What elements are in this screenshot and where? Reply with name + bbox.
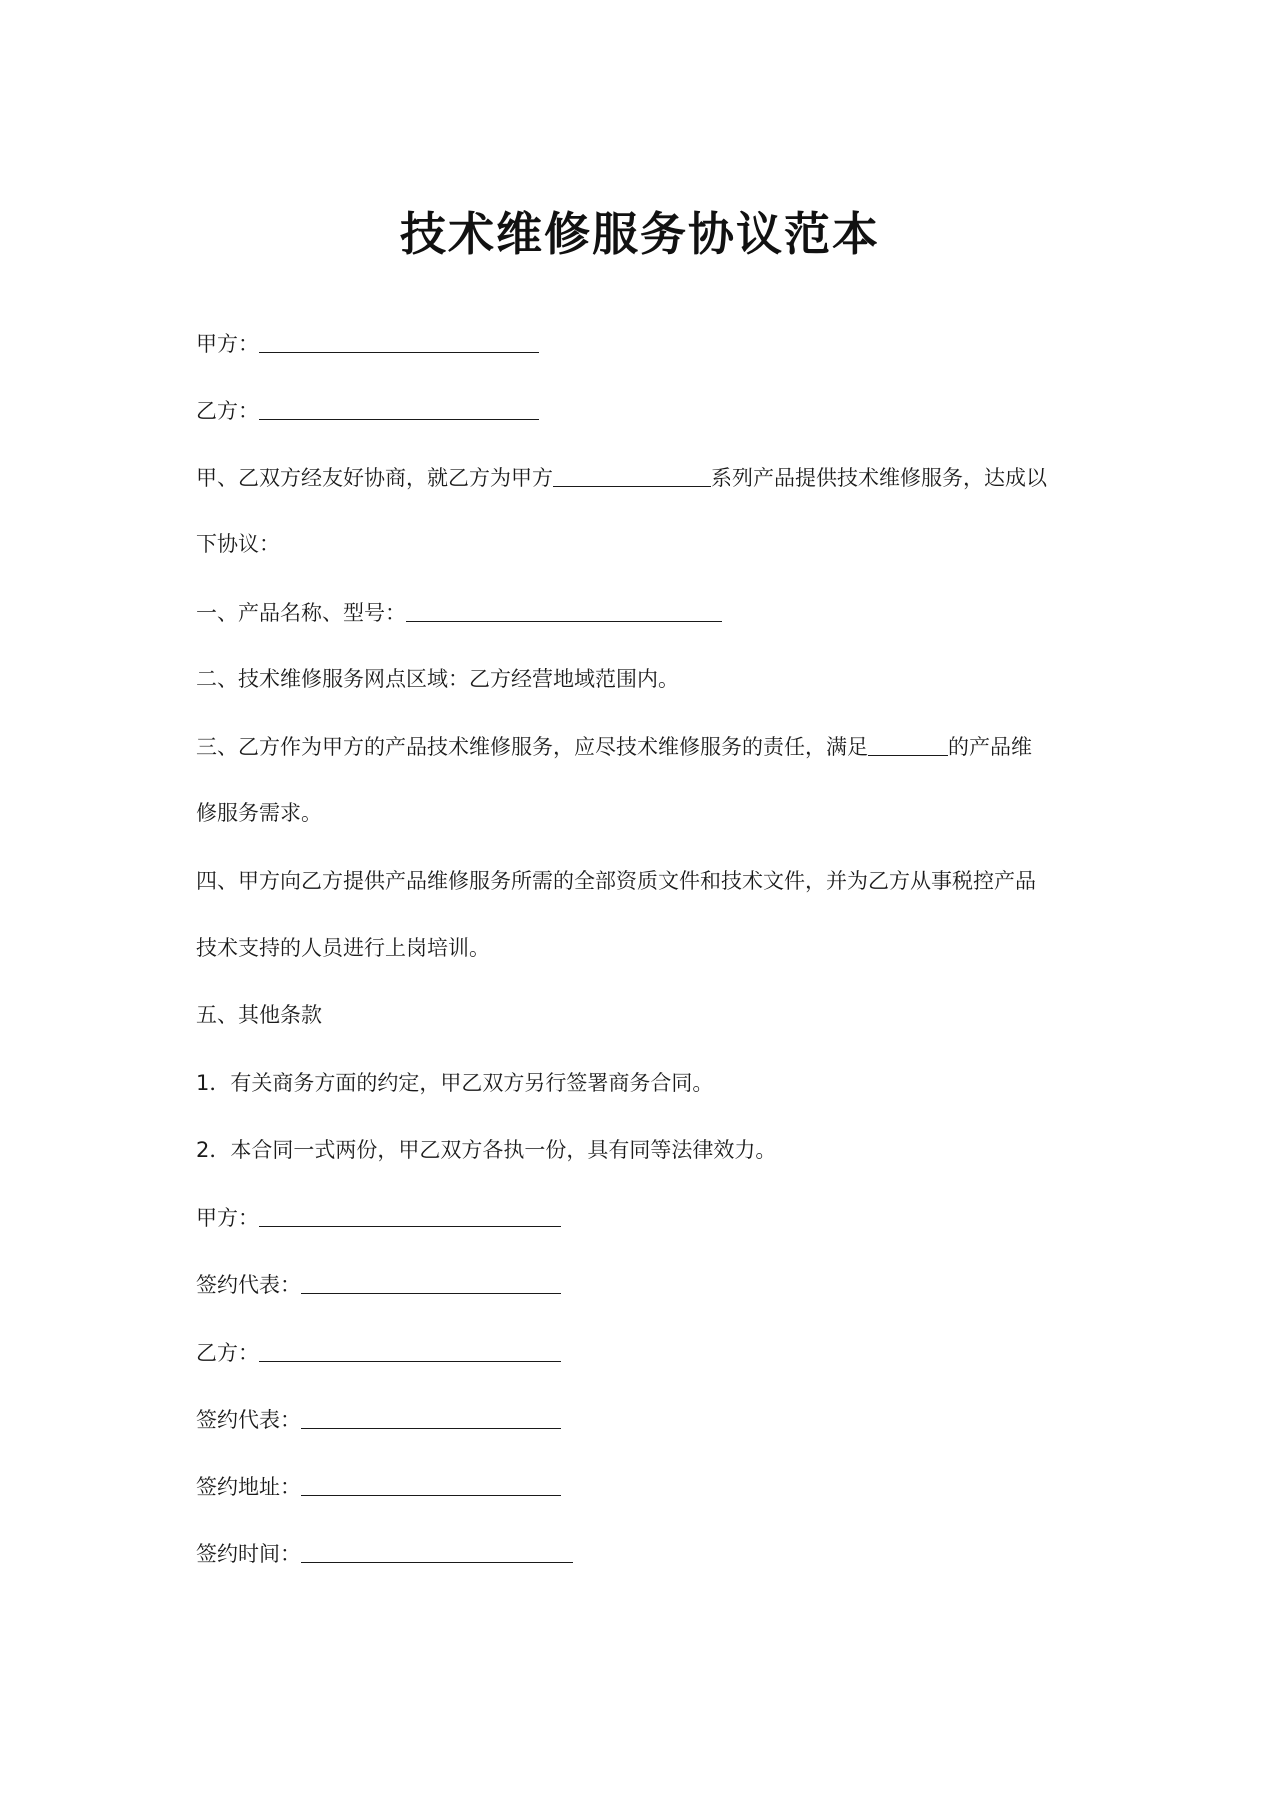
signature-party-b-line — [196, 1337, 561, 1368]
signature-party-b-label: 乙方： — [196, 1341, 259, 1365]
clause-4-line-1 — [196, 866, 1036, 896]
clause-3-line2-text: 修服务需求。 — [196, 801, 322, 825]
clause-2-text: 二、技术维修服务网点区域：乙方经营地域范围内。 — [196, 667, 679, 691]
document-title: 技术维修服务协议范本 — [400, 207, 880, 261]
signature-rep-b-label: 签约代表： — [196, 1408, 301, 1432]
item-1-line — [196, 1068, 713, 1098]
intro-line2-text: 下协议： — [196, 532, 280, 556]
party-a-line — [196, 328, 539, 359]
party-b-label: 乙方： — [196, 399, 259, 423]
signature-rep-a-line — [196, 1269, 561, 1300]
signature-party-b-blank[interactable] — [259, 1337, 561, 1362]
clause-4-line2-text: 技术支持的人员进行上岗培训。 — [196, 936, 490, 960]
signature-party-a-blank[interactable] — [259, 1202, 561, 1227]
clause-1-line — [196, 597, 722, 628]
signature-rep-a-label: 签约代表： — [196, 1273, 301, 1297]
signature-party-a-line — [196, 1202, 561, 1233]
clause-3-line-2 — [196, 798, 322, 828]
signature-address-line — [196, 1471, 561, 1502]
signature-time-line — [196, 1538, 573, 1569]
clause-3-part1: 三、乙方作为甲方的产品技术维修服务，应尽技术维修服务的责任，满足 — [196, 735, 868, 759]
intro-part1: 甲、乙双方经友好协商，就乙方为甲方 — [196, 466, 553, 490]
party-b-blank[interactable] — [259, 395, 539, 420]
clause-4-line1-text: 四、甲方向乙方提供产品维修服务所需的全部资质文件和技术文件，并为乙方从事税控产品 — [196, 869, 1036, 893]
clause-2-line — [196, 664, 679, 694]
clause-3-line-1 — [196, 731, 1032, 762]
clause-5-line — [196, 1000, 322, 1030]
clause-4-line-2 — [196, 933, 490, 963]
intro-line-1 — [196, 462, 1047, 493]
item-2-text: 2．本合同一式两份，甲乙双方各执一份，具有同等法律效力。 — [196, 1138, 777, 1162]
intro-part2: 系列产品提供技术维修服务，达成以 — [711, 466, 1047, 490]
intro-line-2 — [196, 529, 280, 559]
party-a-label: 甲方： — [196, 332, 259, 356]
clause-1-label: 一、产品名称、型号： — [196, 601, 406, 625]
clause-5-text: 五、其他条款 — [196, 1003, 322, 1027]
signature-address-blank[interactable] — [301, 1471, 561, 1496]
signature-rep-b-blank[interactable] — [301, 1404, 561, 1429]
item-2-line — [196, 1135, 776, 1165]
signature-time-blank[interactable] — [301, 1538, 573, 1563]
product-series-blank[interactable] — [553, 462, 711, 487]
party-b-line — [196, 395, 539, 426]
item-1-text: 1．有关商务方面的约定，甲乙双方另行签署商务合同。 — [196, 1071, 714, 1095]
product-model-blank[interactable] — [406, 597, 722, 622]
clause-3-blank[interactable] — [868, 731, 948, 756]
signature-rep-b-line — [196, 1404, 561, 1435]
signature-rep-a-blank[interactable] — [301, 1269, 561, 1294]
clause-3-part2: 的产品维 — [948, 735, 1032, 759]
signature-party-a-label: 甲方： — [196, 1206, 259, 1230]
signature-address-label: 签约地址： — [196, 1475, 301, 1499]
signature-time-label: 签约时间： — [196, 1542, 301, 1566]
party-a-blank[interactable] — [259, 328, 539, 353]
